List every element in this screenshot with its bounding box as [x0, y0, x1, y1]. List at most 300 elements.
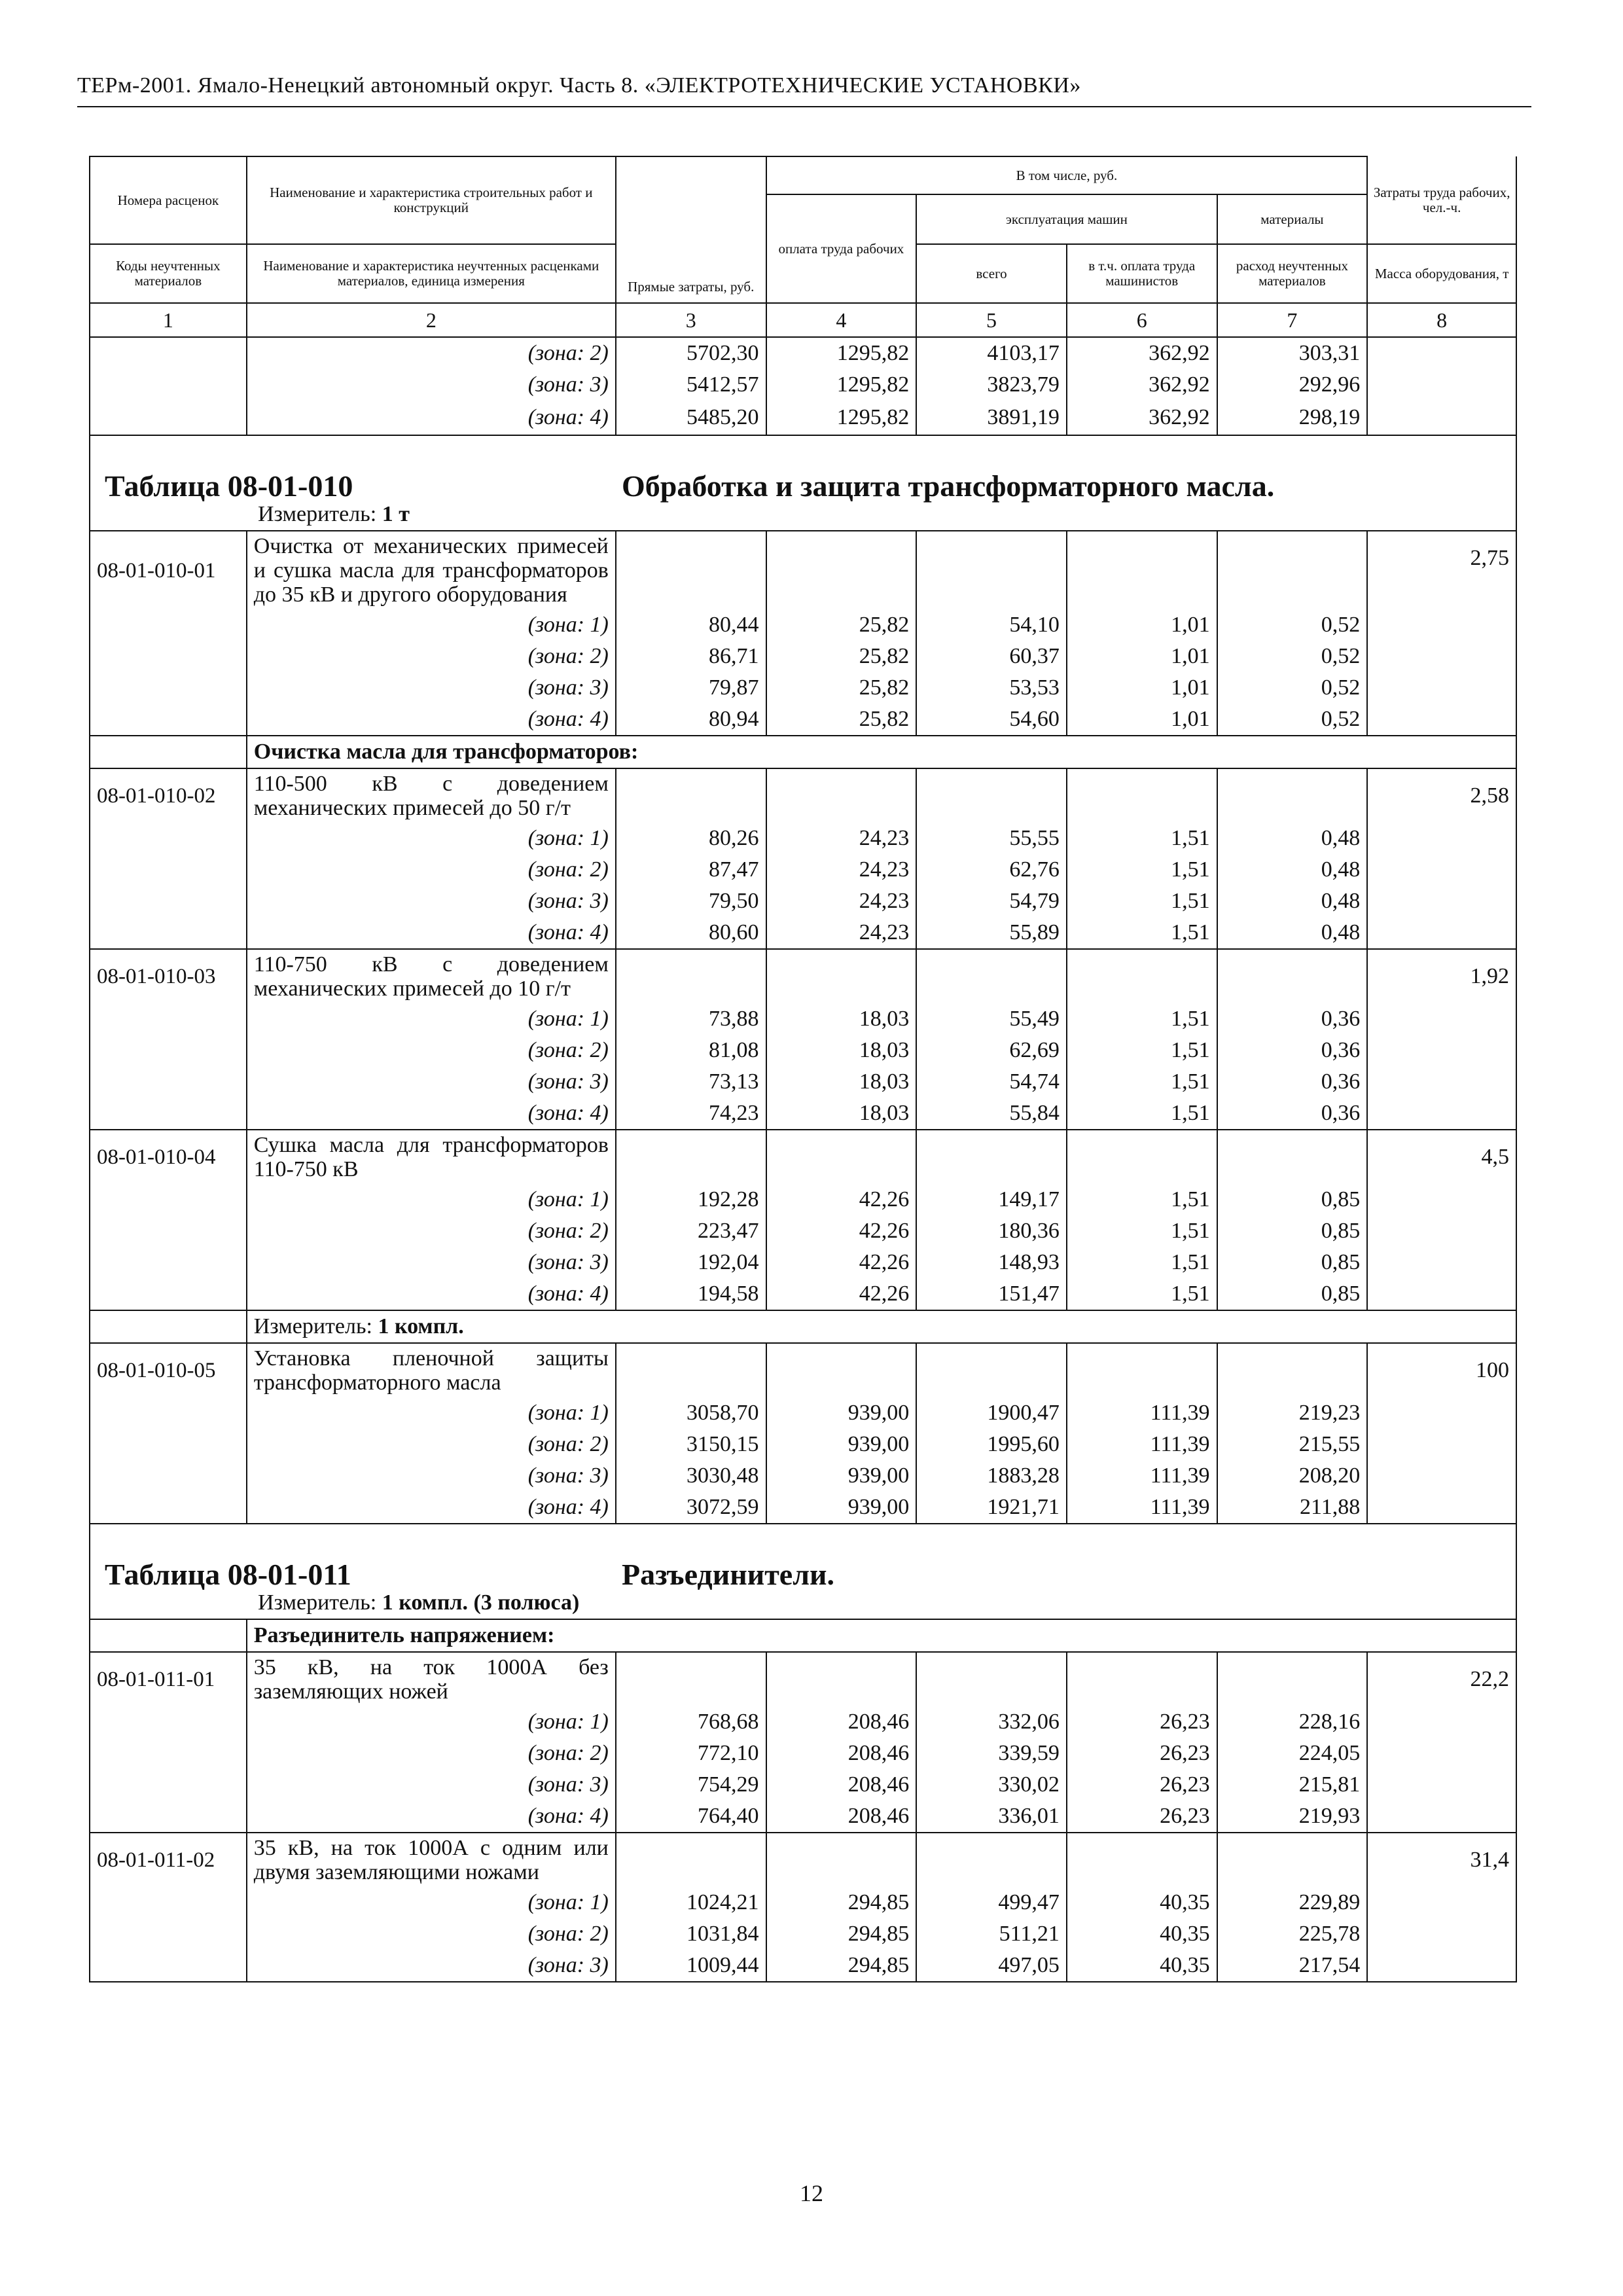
- meter-cell: [90, 1587, 1516, 1619]
- value-cell: 111,39: [1067, 1429, 1217, 1460]
- item-row: [90, 1343, 1516, 1397]
- item-description: 110-750 кВ с доведением механических примесей до 10 г/т: [247, 949, 616, 1003]
- mass-cell-empty: [1367, 1706, 1516, 1738]
- mass-cell-empty: [1367, 1801, 1516, 1833]
- zone-label: (зона: 3): [247, 1950, 616, 1982]
- table-title: [90, 436, 1516, 503]
- value-cell: 111,39: [1067, 1460, 1217, 1492]
- mass-cell-empty: [1367, 1098, 1516, 1130]
- zone-label: (зона: 4): [247, 917, 616, 949]
- value-cell: 26,23: [1067, 1738, 1217, 1769]
- mass-cell-empty: [1367, 1003, 1516, 1035]
- item-description: Установка пленочной защиты трансформаторного масла: [247, 1343, 616, 1397]
- value-cell: 1,51: [1067, 823, 1217, 854]
- value-cell: 0,36: [1217, 1003, 1368, 1035]
- code-cell-empty: [90, 823, 247, 854]
- value-cell: 5485,20: [616, 401, 766, 435]
- mass-cell-empty: [1367, 401, 1516, 435]
- zone-row: [90, 1066, 1516, 1098]
- value-cell-empty: [616, 1652, 766, 1706]
- value-cell: 3058,70: [616, 1397, 766, 1429]
- value-cell: 18,03: [766, 1066, 917, 1098]
- value-cell: 26,23: [1067, 1706, 1217, 1738]
- meter-row: [90, 1587, 1516, 1619]
- zone-row: [90, 609, 1516, 641]
- zone-label: (зона: 1): [247, 1397, 616, 1429]
- value-cell: 362,92: [1067, 369, 1217, 401]
- code-cell-empty: [90, 1738, 247, 1769]
- section-row: [90, 736, 1516, 768]
- equipment-mass: 4,5: [1367, 1130, 1516, 1184]
- value-cell: 224,05: [1217, 1738, 1368, 1769]
- mass-cell-empty: [1367, 1460, 1516, 1492]
- zone-label: (зона: 3): [247, 1066, 616, 1098]
- column-number: 2: [247, 303, 616, 337]
- value-cell: 225,78: [1217, 1918, 1368, 1950]
- value-cell: 53,53: [916, 672, 1067, 704]
- value-cell: 3891,19: [916, 401, 1067, 435]
- code-cell-empty: [90, 1397, 247, 1429]
- code-cell-empty: [90, 1619, 247, 1652]
- value-cell: 939,00: [766, 1397, 917, 1429]
- value-cell: 211,88: [1217, 1492, 1368, 1524]
- value-cell: 192,28: [616, 1184, 766, 1215]
- value-cell: 24,23: [766, 917, 917, 949]
- meter-label: Измеритель:: [258, 1590, 377, 1615]
- code-cell-empty: [90, 672, 247, 704]
- mass-cell-empty: [1367, 609, 1516, 641]
- mass-cell-empty: [1367, 1429, 1516, 1460]
- document-header-title: ТЕРм-2001. Ямало-Ненецкий автономный округ. Часть 8. «ЭЛЕКТРОТЕХНИЧЕСКИЕ УСТАНОВКИ»: [77, 73, 1081, 98]
- value-cell-empty: [766, 531, 917, 609]
- value-cell: 79,50: [616, 886, 766, 917]
- col-header-materials: материалы: [1217, 194, 1368, 244]
- code-cell-empty: [90, 736, 247, 768]
- value-cell: 80,60: [616, 917, 766, 949]
- value-cell: 87,47: [616, 854, 766, 886]
- value-cell: 24,23: [766, 854, 917, 886]
- value-cell: 1921,71: [916, 1492, 1067, 1524]
- code-cell-empty: [90, 704, 247, 736]
- equipment-mass: 31,4: [1367, 1833, 1516, 1887]
- zone-row: [90, 1184, 1516, 1215]
- value-cell: 228,16: [1217, 1706, 1368, 1738]
- value-cell-empty: [916, 1833, 1067, 1887]
- page-number: 12: [800, 2180, 823, 2206]
- value-cell: 3150,15: [616, 1429, 766, 1460]
- value-cell: 294,85: [766, 1918, 917, 1950]
- value-cell: 73,88: [616, 1003, 766, 1035]
- value-cell: 208,46: [766, 1706, 917, 1738]
- value-cell-empty: [616, 531, 766, 609]
- mass-cell-empty: [1367, 369, 1516, 401]
- zone-row: [90, 1035, 1516, 1066]
- col-header-codes-top: Номера расценок: [90, 156, 247, 244]
- code-cell-empty: [90, 1801, 247, 1833]
- value-cell: 1,51: [1067, 886, 1217, 917]
- zone-label: (зона: 2): [247, 1738, 616, 1769]
- col-header-labor-hours: Затраты труда рабочих, чел.-ч.: [1367, 156, 1516, 244]
- item-row: [90, 1130, 1516, 1184]
- value-cell: 1,01: [1067, 641, 1217, 672]
- value-cell: 303,31: [1217, 337, 1368, 369]
- value-cell: 24,23: [766, 886, 917, 917]
- meter-cell: [247, 1310, 1516, 1343]
- value-cell: 25,82: [766, 672, 917, 704]
- zone-label: (зона: 2): [247, 1215, 616, 1247]
- code-cell-empty: [90, 1460, 247, 1492]
- code-cell-empty: [90, 641, 247, 672]
- value-cell: 1,01: [1067, 704, 1217, 736]
- value-cell: 26,23: [1067, 1801, 1217, 1833]
- value-cell: 4103,17: [916, 337, 1067, 369]
- value-cell: 0,52: [1217, 672, 1368, 704]
- code-cell-empty: [90, 1310, 247, 1343]
- mass-cell-empty: [1367, 1887, 1516, 1918]
- price-table: [89, 156, 1517, 1982]
- mass-cell-empty: [1367, 854, 1516, 886]
- value-cell-empty: [616, 1130, 766, 1184]
- mass-cell-empty: [1367, 1035, 1516, 1066]
- equipment-mass: 2,58: [1367, 768, 1516, 823]
- value-cell: 1995,60: [916, 1429, 1067, 1460]
- table-number: Таблица 08-01-011: [105, 1558, 351, 1591]
- value-cell: 0,48: [1217, 854, 1368, 886]
- value-cell-empty: [916, 531, 1067, 609]
- value-cell: 3030,48: [616, 1460, 766, 1492]
- value-cell: 772,10: [616, 1738, 766, 1769]
- value-cell: 1,51: [1067, 1184, 1217, 1215]
- value-cell: 40,35: [1067, 1887, 1217, 1918]
- code-cell-empty: [90, 1492, 247, 1524]
- value-cell: 3823,79: [916, 369, 1067, 401]
- value-cell: 0,85: [1217, 1278, 1368, 1310]
- value-cell: 292,96: [1217, 369, 1368, 401]
- col-header-name-top: Наименование и характеристика строительных работ и конструкций: [247, 156, 616, 244]
- value-cell: 26,23: [1067, 1769, 1217, 1801]
- code-cell-empty: [90, 369, 247, 401]
- value-cell-empty: [766, 768, 917, 823]
- zone-label: (зона: 4): [247, 401, 616, 435]
- section-row: [90, 1619, 1516, 1652]
- value-cell: 939,00: [766, 1492, 917, 1524]
- item-code: 08-01-011-01: [90, 1652, 247, 1706]
- value-cell-empty: [916, 949, 1067, 1003]
- value-cell: 18,03: [766, 1003, 917, 1035]
- col-header-machinist-wages: в т.ч. оплата труда машинистов: [1067, 244, 1217, 303]
- item-code: 08-01-010-02: [90, 768, 247, 823]
- value-cell: 111,39: [1067, 1492, 1217, 1524]
- mass-cell-empty: [1367, 704, 1516, 736]
- value-cell-empty: [1217, 949, 1368, 1003]
- value-cell: 1,51: [1067, 1066, 1217, 1098]
- table-title-row: [90, 435, 1516, 499]
- equipment-mass: 100: [1367, 1343, 1516, 1397]
- value-cell: 217,54: [1217, 1950, 1368, 1982]
- value-cell: 0,85: [1217, 1247, 1368, 1278]
- value-cell: 294,85: [766, 1950, 917, 1982]
- table-number: Таблица 08-01-010: [105, 469, 353, 503]
- zone-row: [90, 704, 1516, 736]
- item-description: Сушка масла для трансформаторов 110-750 кВ: [247, 1130, 616, 1184]
- value-cell-empty: [1217, 1833, 1368, 1887]
- mass-cell-empty: [1367, 1950, 1516, 1982]
- value-cell: 939,00: [766, 1429, 917, 1460]
- value-cell: 40,35: [1067, 1950, 1217, 1982]
- code-cell-empty: [90, 854, 247, 886]
- value-cell: 5412,57: [616, 369, 766, 401]
- value-cell: 73,13: [616, 1066, 766, 1098]
- value-cell: 55,55: [916, 823, 1067, 854]
- zone-row: [90, 1397, 1516, 1429]
- item-code: 08-01-010-05: [90, 1343, 247, 1397]
- value-cell: 54,60: [916, 704, 1067, 736]
- mass-cell-empty: [1367, 337, 1516, 369]
- value-cell: 1,51: [1067, 1003, 1217, 1035]
- value-cell: 54,74: [916, 1066, 1067, 1098]
- col-header-codes-bottom: Коды неучтенных материалов: [90, 244, 247, 303]
- section-heading: Разъединитель напряжением:: [247, 1619, 1516, 1652]
- item-description: 35 кВ, на ток 1000А с одним или двумя заземляющими ножами: [247, 1833, 616, 1887]
- zone-row: [90, 1950, 1516, 1982]
- value-cell-empty: [1067, 1833, 1217, 1887]
- value-cell: 229,89: [1217, 1887, 1368, 1918]
- value-cell: 1009,44: [616, 1950, 766, 1982]
- zone-label: (зона: 1): [247, 1003, 616, 1035]
- value-cell: 223,47: [616, 1215, 766, 1247]
- item-description: 35 кВ, на ток 1000А без заземляющих ножей: [247, 1652, 616, 1706]
- value-cell: 1,51: [1067, 917, 1217, 949]
- zone-row: [90, 337, 1516, 369]
- value-cell-empty: [916, 1652, 1067, 1706]
- value-cell: 54,10: [916, 609, 1067, 641]
- value-cell: 60,37: [916, 641, 1067, 672]
- value-cell: 208,20: [1217, 1460, 1368, 1492]
- value-cell: 1,01: [1067, 609, 1217, 641]
- meter-row: [90, 499, 1516, 531]
- value-cell: 208,46: [766, 1801, 917, 1833]
- zone-label: (зона: 1): [247, 609, 616, 641]
- value-cell: 362,92: [1067, 401, 1217, 435]
- value-cell-empty: [1067, 531, 1217, 609]
- value-cell: 192,04: [616, 1247, 766, 1278]
- value-cell: 336,01: [916, 1801, 1067, 1833]
- value-cell: 62,76: [916, 854, 1067, 886]
- value-cell: 0,36: [1217, 1035, 1368, 1066]
- value-cell: 0,85: [1217, 1184, 1368, 1215]
- value-cell: 81,08: [616, 1035, 766, 1066]
- mass-cell-empty: [1367, 1738, 1516, 1769]
- value-cell-empty: [766, 1343, 917, 1397]
- value-cell: 151,47: [916, 1278, 1067, 1310]
- item-row: [90, 1833, 1516, 1887]
- value-cell: 294,85: [766, 1887, 917, 1918]
- zone-label: (зона: 1): [247, 1887, 616, 1918]
- code-cell-empty: [90, 917, 247, 949]
- value-cell: 332,06: [916, 1706, 1067, 1738]
- zone-row: [90, 369, 1516, 401]
- value-cell-empty: [916, 1130, 1067, 1184]
- code-cell-empty: [90, 1429, 247, 1460]
- value-cell: 1900,47: [916, 1397, 1067, 1429]
- value-cell: 1031,84: [616, 1918, 766, 1950]
- value-cell: 24,23: [766, 823, 917, 854]
- value-cell: 1,51: [1067, 1215, 1217, 1247]
- mass-cell-empty: [1367, 1397, 1516, 1429]
- value-cell: 511,21: [916, 1918, 1067, 1950]
- value-cell: 1295,82: [766, 401, 917, 435]
- table-name: Обработка и защита трансформаторного масла.: [622, 469, 1275, 503]
- zone-label: (зона: 2): [247, 641, 616, 672]
- value-cell: 1,01: [1067, 672, 1217, 704]
- value-cell-empty: [1217, 768, 1368, 823]
- code-cell-empty: [90, 886, 247, 917]
- value-cell: 339,59: [916, 1738, 1067, 1769]
- equipment-mass: 22,2: [1367, 1652, 1516, 1706]
- col-header-equipment-mass: Масса оборудования, т: [1367, 244, 1516, 303]
- value-cell: 25,82: [766, 641, 917, 672]
- mass-cell-empty: [1367, 917, 1516, 949]
- value-cell: 939,00: [766, 1460, 917, 1492]
- column-number: 8: [1367, 303, 1516, 337]
- section-heading: Очистка масла для трансформаторов:: [247, 736, 1516, 768]
- meter-value: 1 компл. (3 полюса): [382, 1590, 580, 1615]
- zone-row: [90, 1278, 1516, 1310]
- value-cell: 768,68: [616, 1706, 766, 1738]
- value-cell: 55,84: [916, 1098, 1067, 1130]
- column-number: 6: [1067, 303, 1217, 337]
- zone-row: [90, 917, 1516, 949]
- value-cell: 1,51: [1067, 1278, 1217, 1310]
- mass-cell-empty: [1367, 1066, 1516, 1098]
- code-cell-empty: [90, 1247, 247, 1278]
- mass-cell-empty: [1367, 1769, 1516, 1801]
- col-header-machines: эксплуатация машин: [916, 194, 1217, 244]
- item-row: [90, 768, 1516, 823]
- value-cell-empty: [616, 768, 766, 823]
- code-cell-empty: [90, 609, 247, 641]
- zone-label: (зона: 4): [247, 1278, 616, 1310]
- value-cell: 180,36: [916, 1215, 1067, 1247]
- mass-cell-empty: [1367, 1918, 1516, 1950]
- value-cell: 0,48: [1217, 886, 1368, 917]
- code-cell-empty: [90, 1098, 247, 1130]
- meter-label: Измеритель:: [258, 502, 377, 526]
- zone-label: (зона: 4): [247, 1801, 616, 1833]
- value-cell: 1,51: [1067, 1098, 1217, 1130]
- zone-label: (зона: 2): [247, 1429, 616, 1460]
- zone-label: (зона: 4): [247, 704, 616, 736]
- value-cell: 42,26: [766, 1278, 917, 1310]
- zone-row: [90, 1706, 1516, 1738]
- value-cell: 219,93: [1217, 1801, 1368, 1833]
- value-cell: 18,03: [766, 1035, 917, 1066]
- zone-row: [90, 641, 1516, 672]
- column-number: 7: [1217, 303, 1368, 337]
- zone-label: (зона: 4): [247, 1098, 616, 1130]
- meter-label: Измеритель:: [253, 1314, 372, 1338]
- value-cell-empty: [1217, 531, 1368, 609]
- value-cell: 754,29: [616, 1769, 766, 1801]
- header-rule: [77, 106, 1531, 107]
- value-cell-empty: [766, 1652, 917, 1706]
- value-cell: 149,17: [916, 1184, 1067, 1215]
- value-cell: 215,81: [1217, 1769, 1368, 1801]
- value-cell: 362,92: [1067, 337, 1217, 369]
- item-code: 08-01-010-04: [90, 1130, 247, 1184]
- value-cell: 0,85: [1217, 1215, 1368, 1247]
- zone-row: [90, 1918, 1516, 1950]
- zone-row: [90, 1429, 1516, 1460]
- code-cell-empty: [90, 1918, 247, 1950]
- value-cell: 0,36: [1217, 1066, 1368, 1098]
- value-cell: 499,47: [916, 1887, 1067, 1918]
- code-cell-empty: [90, 337, 247, 369]
- value-cell: 42,26: [766, 1184, 917, 1215]
- column-number: 4: [766, 303, 917, 337]
- zone-label: (зона: 3): [247, 886, 616, 917]
- value-cell: 74,23: [616, 1098, 766, 1130]
- meter-value: 1 т: [382, 502, 410, 526]
- zone-row: [90, 401, 1516, 435]
- value-cell: 55,89: [916, 917, 1067, 949]
- value-cell: 25,82: [766, 704, 917, 736]
- item-description: Очистка от механических примесей и сушка масла для трансформаторов до 35 кВ и другого оборудования: [247, 531, 616, 609]
- item-code: 08-01-010-03: [90, 949, 247, 1003]
- zone-row: [90, 1887, 1516, 1918]
- value-cell: 55,49: [916, 1003, 1067, 1035]
- meter-value: 1 компл.: [378, 1314, 464, 1338]
- zone-label: (зона: 3): [247, 369, 616, 401]
- value-cell: 764,40: [616, 1801, 766, 1833]
- zone-row: [90, 1801, 1516, 1833]
- mass-cell-empty: [1367, 1278, 1516, 1310]
- zone-row: [90, 672, 1516, 704]
- value-cell: 1883,28: [916, 1460, 1067, 1492]
- code-cell-empty: [90, 1003, 247, 1035]
- mass-cell-empty: [1367, 886, 1516, 917]
- value-cell: 80,94: [616, 704, 766, 736]
- mass-cell-empty: [1367, 1247, 1516, 1278]
- value-cell: 25,82: [766, 609, 917, 641]
- code-cell-empty: [90, 1950, 247, 1982]
- zone-row: [90, 1003, 1516, 1035]
- code-cell-empty: [90, 1035, 247, 1066]
- value-cell-empty: [1217, 1652, 1368, 1706]
- table-title-cell: [90, 435, 1516, 503]
- value-cell-empty: [1067, 1343, 1217, 1397]
- mass-cell-empty: [1367, 1215, 1516, 1247]
- value-cell-empty: [1067, 949, 1217, 1003]
- value-cell: 208,46: [766, 1738, 917, 1769]
- value-cell: 0,36: [1217, 1098, 1368, 1130]
- value-cell-empty: [1067, 768, 1217, 823]
- code-cell-empty: [90, 1184, 247, 1215]
- meter-cell: [90, 499, 1516, 531]
- value-cell: 208,46: [766, 1769, 917, 1801]
- zone-row: [90, 1492, 1516, 1524]
- table-title: [90, 1524, 1516, 1591]
- zone-label: (зона: 3): [247, 1460, 616, 1492]
- zone-row: [90, 1215, 1516, 1247]
- value-cell: 111,39: [1067, 1397, 1217, 1429]
- code-cell-empty: [90, 1706, 247, 1738]
- value-cell: 330,02: [916, 1769, 1067, 1801]
- value-cell: 215,55: [1217, 1429, 1368, 1460]
- item-row: [90, 531, 1516, 609]
- meter: [90, 499, 1516, 530]
- zone-label: (зона: 1): [247, 1706, 616, 1738]
